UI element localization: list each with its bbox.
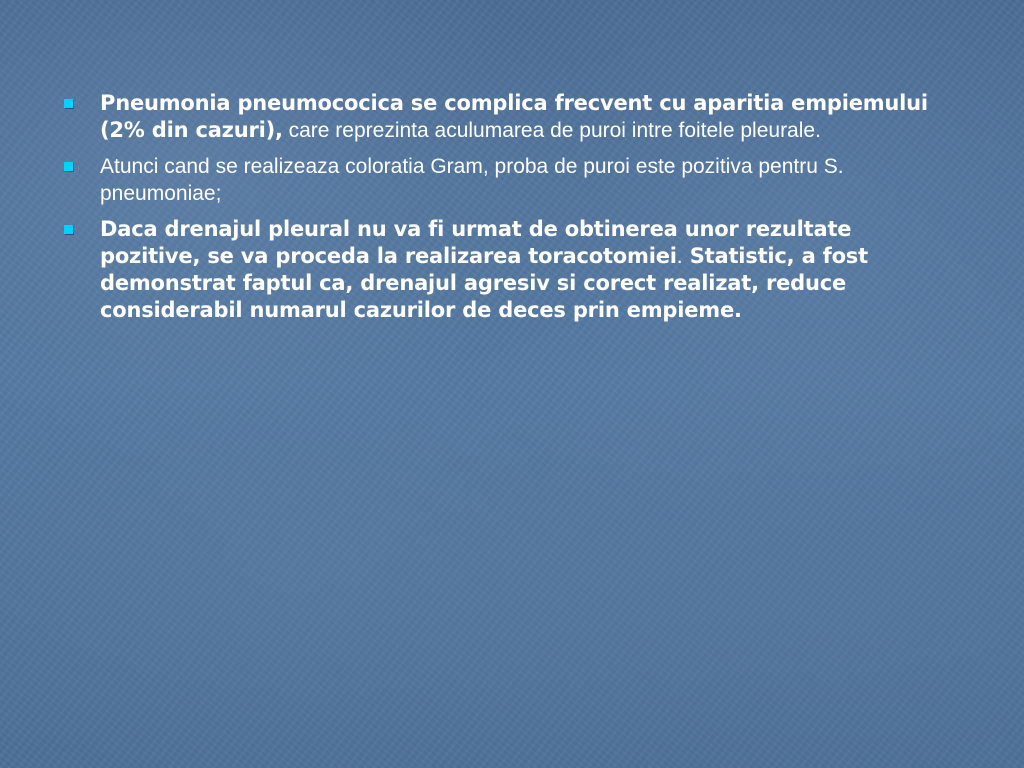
bullet-item-3 — [62, 216, 952, 324]
bullet-item-1 — [62, 90, 952, 144]
bullet-3-normal-text: . — [676, 245, 683, 268]
bullet-list — [62, 90, 952, 324]
square-bullet-icon — [64, 225, 73, 234]
bullet-3-bold-text-continued: Statistic, a fost demonstrat faptul ca, drenajul agresiv si corect realizat, reduce considerabil numarul cazurilor de deces prin empieme. — [100, 244, 868, 322]
bullet-item-2 — [62, 153, 952, 207]
square-bullet-icon — [64, 162, 73, 171]
bullet-3-bold-text: Daca drenajul pleural nu va fi urmat de obtinerea unor rezultate pozitive, se va proceda la realizarea toracotomiei — [100, 217, 852, 268]
bullet-1-normal-text: care reprezinta aculumarea de puroi intre foitele pleurale. — [282, 119, 821, 142]
square-bullet-icon — [64, 99, 73, 108]
bullet-1-bold-text: Pneumonia pneumococica se complica frecvent cu aparitia empiemului (2% din cazuri), — [100, 91, 928, 142]
slide-content — [62, 90, 952, 333]
bullet-2-normal-text: Atunci cand se realizeaza coloratia Gram, proba de puroi este pozitiva pentru S. pneumoniae; — [100, 155, 844, 205]
